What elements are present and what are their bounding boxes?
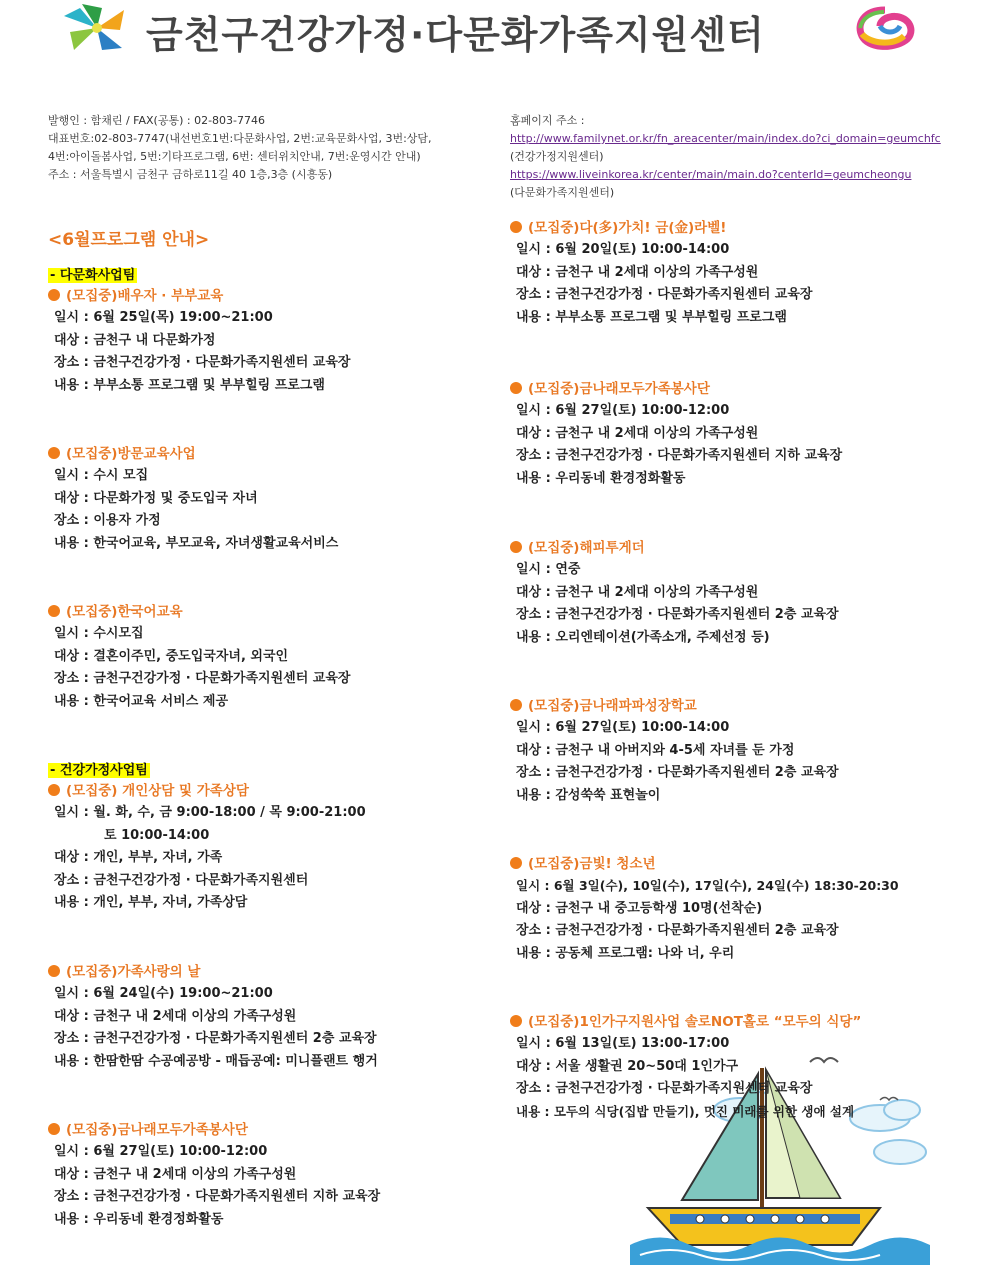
program-content: 내용 : 감성쑥쑥 표현놀이 <box>516 787 661 803</box>
program-target: 대상 : 금천구 내 2세대 이상의 가족구성원 <box>516 264 759 280</box>
bullet-dot-icon <box>48 447 60 459</box>
program-title-text: (모집중)한국어교육 <box>66 604 183 620</box>
program-block <box>48 961 378 1073</box>
program-title <box>48 443 338 465</box>
bullet-dot-icon <box>510 541 522 553</box>
program-title <box>48 1119 380 1141</box>
program-title-text: (모집중)금나래모두가족봉사단 <box>528 381 710 397</box>
bullet-dot-icon <box>510 221 522 233</box>
program-target: 대상 : 금천구 내 2세대 이상의 가족구성원 <box>516 584 759 600</box>
program-block <box>510 378 842 490</box>
bullet-dot-icon <box>510 857 522 869</box>
team-label-text: - 다문화사업팀 <box>50 268 136 283</box>
phone-line: 대표번호:02-803-7747(내선번호1번:다문화사업, 2번:교육문화사업, 3번:상담, <box>48 132 432 145</box>
program-place: 장소 : 금천구건강가정 · 다문화가족지원센터 2층 교육장 <box>516 607 839 622</box>
program-date: 일시 : 6월 27일(토) 10:00-12:00 <box>516 403 730 418</box>
program-place: 장소 : 금천구건강가정 · 다문화가족지원센터 교육장 <box>54 671 351 686</box>
program-content: 내용 : 공동체 프로그램: 나와 너, 우리 <box>516 945 735 961</box>
program-title <box>48 285 351 307</box>
familynet-note: (건강가정지원센터) <box>510 150 604 163</box>
program-content: 내용 : 부부소통 프로그램 및 부부힐링 프로그램 <box>516 309 787 325</box>
program-date: 일시 : 수시모집 <box>54 626 144 641</box>
homepage-info <box>510 112 941 202</box>
liveinkorea-note: (다문화가족지원센터) <box>510 186 615 199</box>
program-content: 내용 : 우리동네 환경정화활동 <box>516 470 686 486</box>
publisher-line: 발행인 : 함채린 / FAX(공통) : 02-803-7746 <box>48 114 265 127</box>
program-block <box>48 285 351 397</box>
program-place: 장소 : 금천구건강가정 · 다문화가족지원센터 교육장 <box>54 355 351 370</box>
program-target: 대상 : 결혼이주민, 중도입국자녀, 외국인 <box>54 648 289 664</box>
program-title-text: (모집중)방문교육사업 <box>66 446 196 462</box>
program-title-text: (모집중)금나래파파성장학교 <box>528 698 697 714</box>
team-label-text: - 건강가정사업팀 <box>50 763 148 778</box>
program-title <box>48 780 366 802</box>
program-title <box>510 378 842 400</box>
program-content: 내용 : 오리엔테이션(가족소개, 주제선정 등) <box>516 629 770 645</box>
program-title <box>510 853 899 875</box>
program-title <box>510 217 813 239</box>
team-label-multicultural <box>48 264 137 286</box>
program-date: 일시 : 6월 24일(수) 19:00~21:00 <box>54 986 273 1001</box>
team-label-healthy-family <box>48 759 150 781</box>
program-content: 내용 : 모두의 식당(집밥 만들기), 멋진 미래를 위한 생애 설계 <box>516 1103 855 1119</box>
program-title <box>510 537 839 559</box>
program-target: 대상 : 금천구 내 다문화가정 <box>54 332 216 348</box>
program-title-text: (모집중) 개인상담 및 가족상담 <box>66 783 249 799</box>
page-header <box>0 0 984 60</box>
program-content: 내용 : 개인, 부부, 자녀, 가족상담 <box>54 895 248 910</box>
program-place: 장소 : 금천구건강가정 · 다문화가족지원센터 2층 교육장 <box>516 765 839 780</box>
month-heading: <6월프로그램 안내> <box>48 230 210 250</box>
address-line: 주소 : 서울특별시 금천구 금하로11길 40 1층,3층 (시흥동) <box>48 168 333 181</box>
pinwheel-logo-icon <box>62 2 132 54</box>
bullet-dot-icon <box>510 1015 522 1027</box>
program-place: 장소 : 금천구건강가정 · 다문화가족지원센터 교육장 <box>516 287 813 302</box>
program-title-text: (모집중)배우자 · 부부교육 <box>66 288 224 304</box>
publisher-info <box>48 112 432 184</box>
program-target: 대상 : 금천구 내 아버지와 4-5세 자녀를 둔 가정 <box>516 742 795 758</box>
bullet-dot-icon <box>48 1123 60 1135</box>
program-date: 일시 : 6월 25일(목) 19:00~21:00 <box>54 310 273 325</box>
program-content: 내용 : 우리동네 환경정화활동 <box>54 1211 224 1227</box>
swirl-logo-icon <box>850 4 920 52</box>
program-target: 대상 : 금천구 내 2세대 이상의 가족구성원 <box>516 425 759 441</box>
program-title <box>510 695 839 717</box>
program-place: 장소 : 금천구건강가정 · 다문화가족지원센터 2층 교육장 <box>516 923 839 938</box>
program-content: 내용 : 한국어교육, 부모교육, 자녀생활교육서비스 <box>54 535 339 551</box>
program-title-text: (모집중)금빛! 청소년 <box>528 856 656 872</box>
program-block <box>48 780 366 915</box>
program-date: 일시 : 6월 13일(토) 13:00-17:00 <box>516 1036 730 1051</box>
program-date-continued: 토 10:00-14:00 <box>104 827 210 843</box>
bullet-dot-icon <box>48 605 60 617</box>
program-block <box>510 695 839 807</box>
program-place: 장소 : 금천구건강가정 · 다문화가족지원센터 지하 교육장 <box>516 448 843 463</box>
program-place: 장소 : 금천구건강가정 · 다문화가족지원센터 교육장 <box>516 1081 813 1096</box>
program-title-text: (모집중)해피투게더 <box>528 540 645 556</box>
program-date: 일시 : 6월 3일(수), 10일(수), 17일(수), 24일(수) 18:30-20:30 <box>516 878 899 893</box>
program-target: 대상 : 금천구 내 중고등학생 10명(선착순) <box>516 900 763 916</box>
program-date: 일시 : 수시 모집 <box>54 468 149 483</box>
program-block <box>510 217 813 329</box>
program-place: 장소 : 금천구건강가정 · 다문화가족지원센터 지하 교육장 <box>54 1189 381 1204</box>
program-target: 대상 : 다문화가정 및 중도입국 자녀 <box>54 490 258 506</box>
program-target: 대상 : 금천구 내 2세대 이상의 가족구성원 <box>54 1008 297 1024</box>
bullet-dot-icon <box>510 382 522 394</box>
liveinkorea-link[interactable]: https://www.liveinkorea.kr/center/main/main.do?centerId=geumcheongu <box>510 168 912 181</box>
homepage-label: 홈페이지 주소 : <box>510 114 585 127</box>
program-content: 내용 : 한땀한땀 수공예공방 - 매듭공예: 미니플랜트 행거 <box>54 1053 378 1069</box>
program-block <box>48 443 338 555</box>
program-block <box>510 537 839 649</box>
program-title-text: (모집중)가족사랑의 날 <box>66 964 201 980</box>
program-place: 장소 : 금천구건강가정 · 다문화가족지원센터 2층 교육장 <box>54 1031 377 1046</box>
program-content: 내용 : 한국어교육 서비스 제공 <box>54 693 228 709</box>
program-target: 대상 : 금천구 내 2세대 이상의 가족구성원 <box>54 1166 297 1182</box>
program-title-text: (모집중)금나래모두가족봉사단 <box>66 1122 248 1138</box>
program-title <box>48 961 378 983</box>
program-target: 대상 : 개인, 부부, 자녀, 가족 <box>54 850 223 865</box>
program-target: 대상 : 서울 생활권 20~50대 1인가구 <box>516 1058 739 1074</box>
program-date: 일시 : 월. 화, 수, 금 9:00-18:00 / 목 9:00-21:00 <box>54 805 366 820</box>
program-title <box>48 601 351 623</box>
extension-line: 4번:아이돌봄사업, 5번:기타프로그램, 6번: 센터위치안내, 7번:운영시간 안내) <box>48 150 421 163</box>
program-date: 일시 : 6월 27일(토) 10:00-14:00 <box>516 720 730 735</box>
bullet-dot-icon <box>48 965 60 977</box>
program-block <box>510 853 899 965</box>
program-date: 일시 : 연중 <box>516 562 581 577</box>
program-date: 일시 : 6월 27일(토) 10:00-12:00 <box>54 1144 268 1159</box>
program-block <box>48 1119 380 1231</box>
bullet-dot-icon <box>510 699 522 711</box>
program-date: 일시 : 6월 20일(토) 10:00-14:00 <box>516 242 730 257</box>
program-title <box>510 1011 861 1033</box>
program-title-text: (모집중)1인가구지원사업 솔로NOT홀로 “모두의 식당” <box>528 1014 862 1030</box>
center-title: 금천구건강가정·다문화가족지원센터 <box>146 13 765 57</box>
bullet-dot-icon <box>48 784 60 796</box>
bullet-dot-icon <box>48 289 60 301</box>
program-place: 장소 : 금천구건강가정 · 다문화가족지원센터 <box>54 872 309 888</box>
program-title-text: (모집중)다(多)가치! 금(金)라벨! <box>528 220 727 236</box>
program-block <box>48 601 351 713</box>
program-place: 장소 : 이용자 가정 <box>54 513 161 528</box>
program-block <box>510 1011 861 1123</box>
familynet-link[interactable]: http://www.familynet.or.kr/fn_areacenter/main/index.do?ci_domain=geumchfc <box>510 132 941 145</box>
program-content: 내용 : 부부소통 프로그램 및 부부힐링 프로그램 <box>54 377 325 393</box>
